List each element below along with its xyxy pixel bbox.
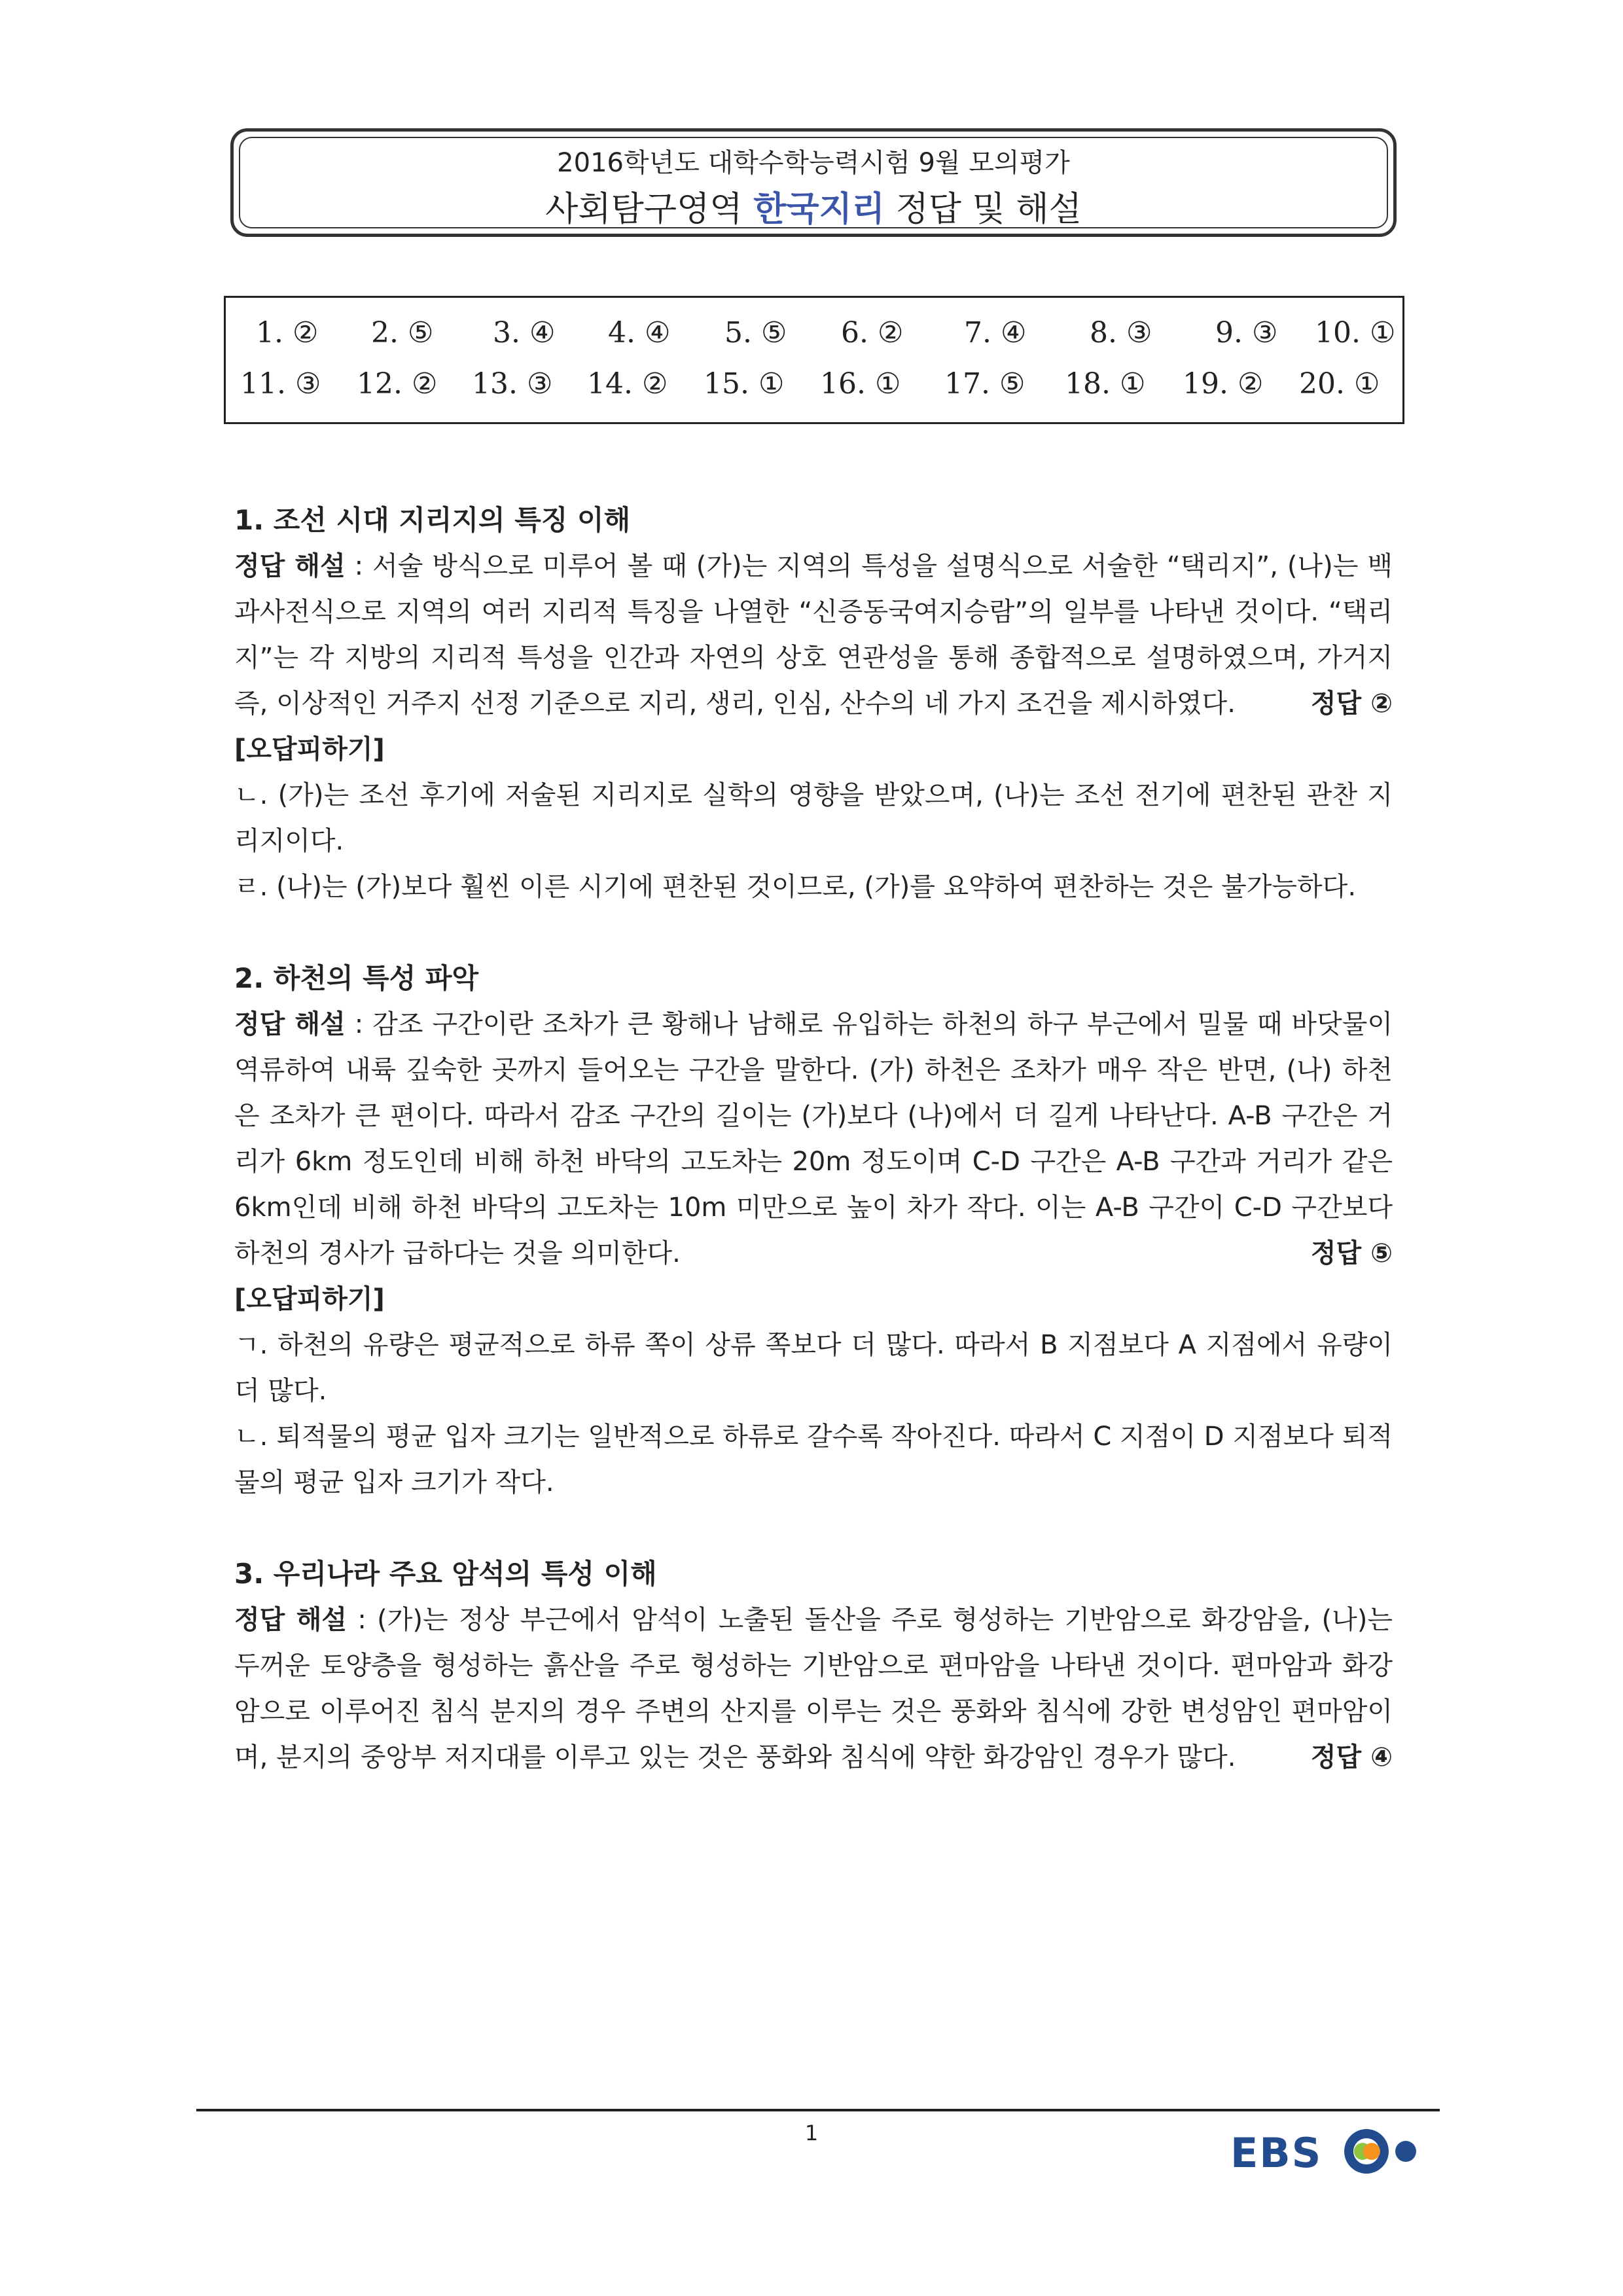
- page-number: 1: [804, 2121, 819, 2145]
- ebs-logo-text: EBS: [1230, 2129, 1323, 2177]
- answer-item: 14. ②: [587, 367, 668, 401]
- answer-item: 15. ①: [704, 367, 785, 401]
- logo-orange-dot: [1363, 2143, 1380, 2160]
- section-1-label: 정답 해설: [234, 551, 346, 581]
- section-2-answer: 정답 ⑤: [1310, 1238, 1393, 1268]
- section-2-title: 2. 하천의 특성 파악: [234, 962, 479, 994]
- section-title-prefix: 사회탐구영역: [545, 190, 743, 229]
- answer-item: 5. ⑤: [724, 316, 787, 350]
- section-2-body: : 감조 구간이란 조차가 큰 황해나 남해로 유입하는 하천의 하구 부근에서 밀물 때 바닷물이 역류하여 내륙 깊숙한 곳까지 들어오는 구간을 말한다. (가) 하천은 조차가 매우 작은 반면, (나) 하천은 조차가 큰 편이다. 따라서 감조 구간의 길이는 (가)보다 (나)에서 더 길게 나타난다. A-B 구간은 거리가 6km 정도인데 비해 하천 바닥의 고도차는 20m 정도이며 C-D 구간은 A-B 구간과 거리가 같은 6km인데 비해 하천 바닥의 고도차는 10m 미만으로 높이 차가 작다. 이는 A-B 구간이 C-D 구간보다 하천의 경사가 급하다는 것을 의미한다.: [234, 1009, 1393, 1268]
- subject-name: 한국지리: [753, 190, 885, 229]
- section-1-title: 1. 조선 시대 지리지의 특징 이해: [234, 504, 631, 536]
- spacer: [234, 910, 1393, 956]
- answer-item: 19. ②: [1183, 367, 1264, 401]
- section-2-explanation: [234, 1001, 1393, 1276]
- answer-item: 12. ②: [357, 367, 438, 401]
- exam-title: 2016학년도 대학수학능력시험 9월 모의평가: [557, 148, 1070, 178]
- answer-item: 16. ①: [820, 367, 901, 401]
- title-box: [230, 128, 1397, 237]
- section-title: [234, 181, 1393, 230]
- answer-item: 11. ③: [240, 367, 321, 401]
- answer-item: 7. ④: [964, 316, 1027, 350]
- section-1-body: : 서술 방식으로 미루어 볼 때 (가)는 지역의 특성을 설명식으로 서술한 “택리지”, (나)는 백과사전식으로 지역의 여러 지리적 특징을 나열한 “신증동국여지승람”의 일부를 나타낸 것이다. “택리지”는 각 지방의 지리적 특성을 인간과 자연의 상호 연관성을 통해 종합적으로 설명하였으며, 가거지 즉, 이상적인 거주지 선정 기준으로 지리, 생리, 인심, 산수의 네 가지 조건을 제시하였다.: [234, 551, 1393, 719]
- section-title-suffix: 정답 및 해설: [895, 190, 1082, 229]
- section-3-explanation: [234, 1597, 1393, 1780]
- answer-item: 3. ④: [493, 316, 556, 350]
- answer-item: 9. ③: [1215, 316, 1278, 350]
- answer-item: 20. ①: [1299, 367, 1380, 401]
- answer-item: 4. ④: [608, 316, 671, 350]
- section-3-body: : (가)는 정상 부근에서 암석이 노출된 돌산을 주로 형성하는 기반암으로 화강암을, (나)는 두꺼운 토양층을 형성하는 흙산을 주로 형성하는 기반암으로 편마암을 나타낸 것이다. 편마암과 화강암으로 이루어진 침식 분지의 경우 주변의 산지를 이루는 것은 풍화와 침식에 강한 변성암인 편마암이며, 분지의 중앙부 저지대를 이루고 있는 것은 풍화와 침식에 약한 화강암인 경우가 많다.: [234, 1605, 1393, 1772]
- answer-item: 10. ①: [1315, 316, 1396, 350]
- answer-row-1: [226, 316, 1402, 355]
- section-1-answer: 정답 ②: [1310, 689, 1393, 719]
- section-2-wrong-title: [오답피하기]: [234, 1284, 385, 1314]
- answer-item: 2. ⑤: [371, 316, 434, 350]
- answer-item: 8. ③: [1090, 316, 1152, 350]
- answer-row-2: [226, 367, 1402, 406]
- spacer: [234, 1505, 1393, 1551]
- ebs-logo-icon: [1340, 2124, 1452, 2176]
- answer-item: 1. ②: [256, 316, 319, 350]
- section-3-answer: 정답 ④: [1310, 1742, 1393, 1772]
- section-1-wrong-1: ㄴ. (가)는 조선 후기에 저술된 지리지로 실학의 영향을 받았으며, (나)는 조선 전기에 편찬된 관찬 지리지이다.: [234, 780, 1393, 856]
- section-2-wrong-2: ㄴ. 퇴적물의 평균 입자 크기는 일반적으로 하류로 갈수록 작아진다. 따라서 C 지점이 D 지점보다 퇴적물의 평균 입자 크기가 작다.: [234, 1422, 1393, 1498]
- answer-item: 13. ③: [472, 367, 553, 401]
- section-1-wrong-title: [오답피하기]: [234, 734, 385, 764]
- section-2-label: 정답 해설: [234, 1009, 346, 1039]
- explanations: [234, 497, 1393, 1780]
- answer-item: 18. ①: [1065, 367, 1146, 401]
- section-1-explanation: [234, 543, 1393, 726]
- answer-item: 6. ②: [841, 316, 904, 350]
- logo-blue-dot: [1395, 2141, 1416, 2162]
- ebs-logo: [1230, 2124, 1453, 2176]
- footer-divider: [196, 2109, 1440, 2111]
- answer-item: 17. ⑤: [944, 367, 1026, 401]
- section-1-wrong-2: ㄹ. (나)는 (가)보다 훨씬 이른 시기에 편찬된 것이므로, (가)를 요약하여 편찬하는 것은 불가능하다.: [234, 872, 1357, 902]
- section-3-label: 정답 해설: [234, 1605, 348, 1635]
- section-3-title: 3. 우리나라 주요 암석의 특성 이해: [234, 1558, 657, 1590]
- answer-key-table: [224, 296, 1404, 424]
- section-2-wrong-1: ㄱ. 하천의 유량은 평균적으로 하류 쪽이 상류 쪽보다 더 많다. 따라서 B 지점보다 A 지점에서 유량이 더 많다.: [234, 1330, 1393, 1406]
